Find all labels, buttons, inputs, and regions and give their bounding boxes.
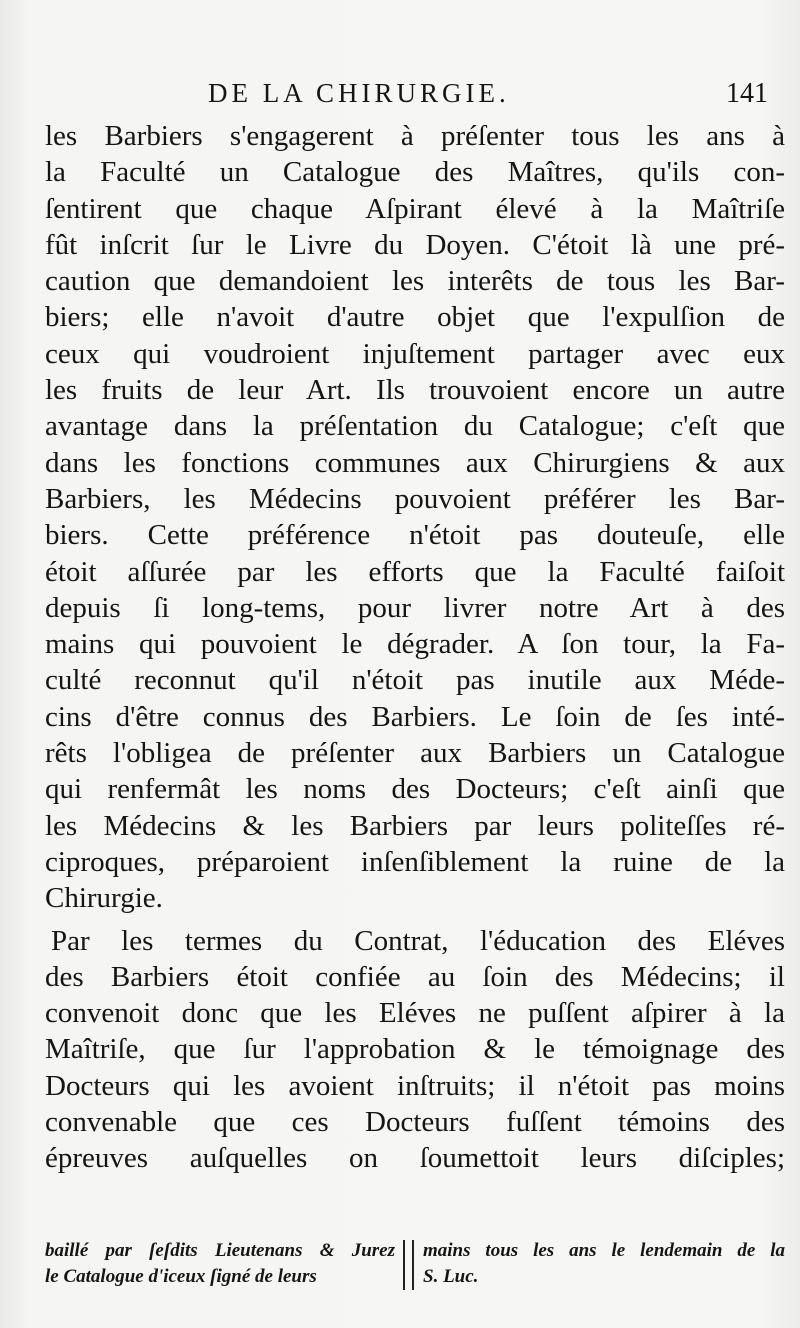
footnote-right-column (423, 1238, 785, 1290)
page-number: 141 (726, 78, 768, 109)
footnote-line: baillé par ſeſdits Lieutenans & Jurez (45, 1240, 395, 1261)
text-line: ſentirent que chaque Aſpirant élevé à la Maîtriſe (45, 192, 785, 225)
text-line: Par les termes du Contrat, l'éducation des Eléves (51, 924, 785, 957)
text-line: culté reconnut qu'il n'étoit pas inutile aux Méde- (45, 664, 785, 697)
text-line: Chirurgie. (45, 882, 163, 915)
text-line: convenable que ces Docteurs fuſſent témoins des (45, 1106, 785, 1139)
text-line: les fruits de leur Art. Ils trouvoient encore un autre (45, 374, 785, 407)
text-line: mains qui pouvoient le dégrader. A ſon tour, la Fa- (45, 628, 785, 661)
text-line: épreuves auſquelles on ſoumettoit leurs diſciples; (45, 1142, 785, 1175)
text-line: Barbiers, les Médecins pouvoient préférer les Bar- (45, 482, 785, 515)
text-line: dans les fonctions communes aux Chirurgiens & aux (45, 446, 785, 479)
text-line: Maîtriſe, que ſur l'approbation & le témoignage des (45, 1033, 785, 1066)
text-line: fût inſcrit ſur le Livre du Doyen. C'étoit là une pré- (45, 228, 785, 261)
footnotes (45, 1238, 785, 1298)
footnote-column-divider (403, 1240, 414, 1290)
text-line: des Barbiers étoit confiée au ſoin des Médecins; il (45, 960, 785, 993)
text-line: Docteurs qui les avoient inſtruits; il n'étoit pas moins (45, 1069, 785, 1102)
page-header (48, 78, 768, 118)
text-line: qui renfermât les noms des Docteurs; c'eſt ainſi que (45, 773, 785, 806)
footnote-line: mains tous les ans le lendemain de la (423, 1240, 785, 1261)
text-line: biers; elle n'avoit d'autre objet que l'expulſion de (45, 301, 785, 334)
text-line: étoit aſſurée par les efforts que la Faculté faiſoit (45, 555, 785, 588)
text-line: cins d'être connus des Barbiers. Le ſoin de ſes inté- (45, 700, 785, 733)
footnote-line: S. Luc. (423, 1266, 479, 1287)
running-head: DE LA CHIRURGIE. (208, 78, 510, 108)
text-line: biers. Cette préférence n'étoit pas douteuſe, elle (45, 519, 785, 552)
text-line: les Médecins & les Barbiers par leurs politeſſes ré- (45, 809, 785, 842)
text-line: avantage dans la préſentation du Catalogue; c'eſt que (45, 410, 785, 443)
footnote-line: le Catalogue d'iceux ſigné de leurs (45, 1266, 317, 1287)
text-line: rêts l'obligea de préſenter aux Barbiers un Catalogue (45, 737, 785, 770)
text-line: caution que demandoient les interêts de tous les Bar- (45, 265, 785, 298)
text-line: ceux qui voudroient injuſtement partager avec eux (45, 337, 785, 370)
text-line: convenoit donc que les Eléves ne puſſent aſpirer à la (45, 997, 785, 1030)
text-line: depuis ſi long-tems, pour livrer notre Art à des (45, 591, 785, 624)
body-text (45, 118, 785, 1177)
text-line: ciproques, préparoient inſenſiblement la ruine de la (45, 845, 785, 878)
text-line: la Faculté un Catalogue des Maîtres, qu'ils con- (45, 156, 785, 189)
text-line: les Barbiers s'engagerent à préſenter tous les ans à (45, 120, 785, 152)
footnote-left-column (45, 1238, 395, 1290)
